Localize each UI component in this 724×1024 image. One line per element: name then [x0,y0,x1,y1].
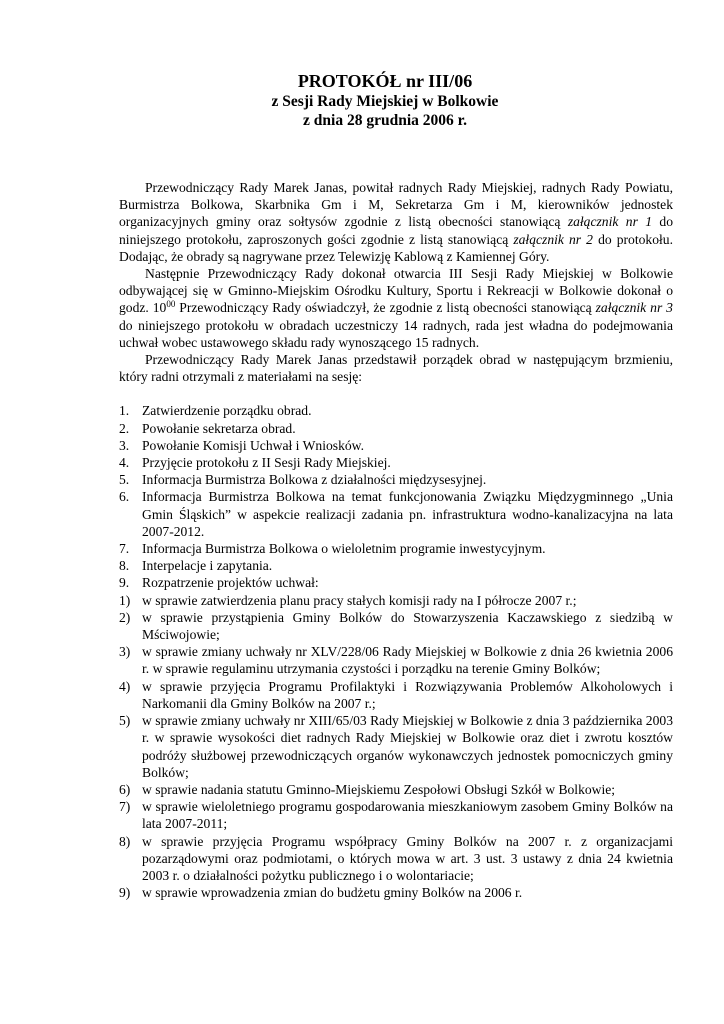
agenda-item [119,833,673,885]
opening-text-part-1: Przewodniczący Rady Marek Janas, powitał radnych Rady Miejskiej, radnych Rady Powiatu, Burmistrza Bolkowa, Skarbnika Gm i M, Sekretarza Gm i M, kierowników jednostek organizacyjnych gminy oraz sołtysów zgodnie z listą obecności stanowiącą [119,180,673,230]
document-header [0,70,724,130]
agenda-item-text: Informacja Burmistrza Bolkowa o wieloletnim programie inwestycyjnym. [142,541,546,557]
agenda-item [119,798,673,832]
agenda-item [119,540,673,557]
session-text-part-3: do niniejszego protokołu w obradach uczestniczy 14 radnych, rada jest władna do podejmowania uchwał wobec ustawowego składu rady wynoszącego 15 radnych. [119,317,673,350]
agenda-item-number: 5. [119,472,130,488]
agenda-item-text: w sprawie zmiany uchwały nr XIII/65/03 Rady Miejskiej w Bolkowie z dnia 3 października 2003 r. w sprawie wysokości diet radnych Rady Miejskiej w Bolkowie oraz diet i zwrotu kosztów podróży służbowej przewodniczących organów wykonawczych jednostek pomocniczych gminy Bolków; [142,713,673,780]
agenda-item [119,609,673,643]
agenda-item-number: 4) [119,678,131,694]
opening-paragraph [119,179,673,265]
agenda-item-text: Informacja Burmistrza Bolkowa na temat funkcjonowania Związku Międzygminnego „Unia Gmin Śląskich” w aspekcie realizacji zadania pn. infrastruktura wodno-kanalizacyjna na lata 2007-2012. [142,489,673,539]
agenda-item [119,884,673,901]
agenda-item [119,574,673,591]
agenda-item-text: Interpelacje i zapytania. [142,558,273,574]
time-minutes-superscript: 00 [166,299,176,310]
agenda-item [119,488,673,540]
agenda-item-text: w sprawie nadania statutu Gminno-Miejskiemu Zespołowi Obsługi Szkół w Bolkowie; [142,781,616,797]
agenda-item-number: 2. [119,420,130,436]
agenda-item [119,712,673,781]
agenda-item-number: 8. [119,558,130,574]
agenda-item-number: 6. [119,489,130,505]
agenda-item-text: Zatwierdzenie porządku obrad. [142,403,312,419]
agenda-item [119,557,673,574]
agenda-item [119,437,673,454]
agenda-item [119,643,673,677]
session-date: z dnia 28 grudnia 2006 r. [303,112,467,129]
agenda-item-number: 5) [119,713,131,729]
document-body [119,179,673,901]
agenda-item-text: Powołanie Komisji Uchwał i Wniosków. [142,437,365,453]
agenda-item-number: 7. [119,541,130,557]
attachment-2-reference: załącznik nr 2 [513,231,593,247]
protocol-title: PROTOKÓŁ nr III/06 [297,71,473,91]
agenda-item-number: 6) [119,781,131,797]
agenda-item-number: 2) [119,609,131,625]
agenda-item-text: w sprawie przyjęcia Programu Profilaktyki i Rozwiązywania Problemów Alkoholowych i Narkomanii dla Gminy Bolków na 2007 r.; [142,678,673,711]
agenda-item [119,678,673,712]
agenda-item [119,420,673,437]
agenda-item-number: 4. [119,455,130,471]
agenda-item-text: w sprawie przystąpienia Gminy Bolków do Stowarzyszenia Kaczawskiego z siedzibą w Mściwojowie; [142,609,673,643]
attachment-3-reference: załącznik nr 3 [595,300,673,316]
agenda-item-text: Przyjęcie protokołu z II Sesji Rady Miejskiej. [142,455,391,471]
agenda-item-number: 1. [119,403,130,419]
agenda-list [119,402,673,901]
opening-text-part-3: do protokołu. Dodając, że obrady są nagrywane przez Telewizję Kablową z Kamiennej Góry. [119,231,673,264]
agenda-item [119,781,673,798]
agenda-item-text: Rozpatrzenie projektów uchwał: [142,575,319,591]
session-subtitle: z Sesji Rady Miejskiej w Bolkowie [271,93,499,110]
agenda-item [119,471,673,488]
agenda-item-number: 3. [119,437,130,453]
agenda-item-text: Powołanie sekretarza obrad. [142,420,296,436]
agenda-item-text: w sprawie zatwierdzenia planu pracy stałych komisji rady na I półrocze 2007 r.; [142,592,577,608]
agenda-item [119,454,673,471]
agenda-item-text: w sprawie wprowadzenia zmian do budżetu gminy Bolków na 2006 r. [142,885,523,901]
agenda-item [119,592,673,609]
agenda-item-number: 7) [119,799,131,815]
session-text-part-1: Następnie Przewodniczący Rady dokonał otwarcia III Sesji Rady Miejskiej w Bolkowie odbywającej się w Gminno-Miejskim Ośrodku Kultury, Sportu i Rekreacji w Bolkowie dokonał o godz. 10 [119,266,673,316]
opening-text-part-2: do niniejszego protokołu, zaproszonych gości zgodnie z listą stanowiącą [119,214,673,247]
agenda-item-number: 9. [119,575,130,591]
agenda-item-text: w sprawie wieloletniego programu gospodarowania mieszkaniowym zasobem Gminy Bolków na lata 2007-2011; [142,799,673,832]
agenda-item-number: 9) [119,885,131,901]
agenda-item-text: w sprawie zmiany uchwały nr XLV/228/06 Rady Miejskiej w Bolkowie z dnia 26 kwietnia 2006 r. w sprawie regulaminu utrzymania czystości i porządku na terenie Gminy Bolków; [142,644,673,677]
agenda-item-text: Informacja Burmistrza Bolkowa z działalności międzysesyjnej. [142,472,487,488]
agenda-item-number: 3) [119,644,131,660]
agenda-item-number: 1) [119,592,131,608]
agenda-item-text: w sprawie przyjęcia Programu współpracy Gminy Bolków na 2007 r. z organizacjami pozarządowymi oraz podmiotami, o których mowa w art. 3 ust. 3 ustawy z dnia 24 kwietnia 2003 r. o działalności pożytku publicznego i o wolontariacie; [142,833,673,883]
agenda-item [119,402,673,419]
session-opening-paragraph [119,265,673,351]
attachment-1-reference: załącznik nr 1 [567,214,653,230]
agenda-item-number: 8) [119,833,131,849]
session-text-part-2: Przewodniczący Rady oświadczył, że zgodnie z listą obecności stanowiącą [175,300,596,316]
agenda-intro-paragraph: Przewodniczący Rady Marek Janas przedstawił porządek obrad w następującym brzmieniu, który radni otrzymali z materiałami na sesję: [119,352,673,385]
